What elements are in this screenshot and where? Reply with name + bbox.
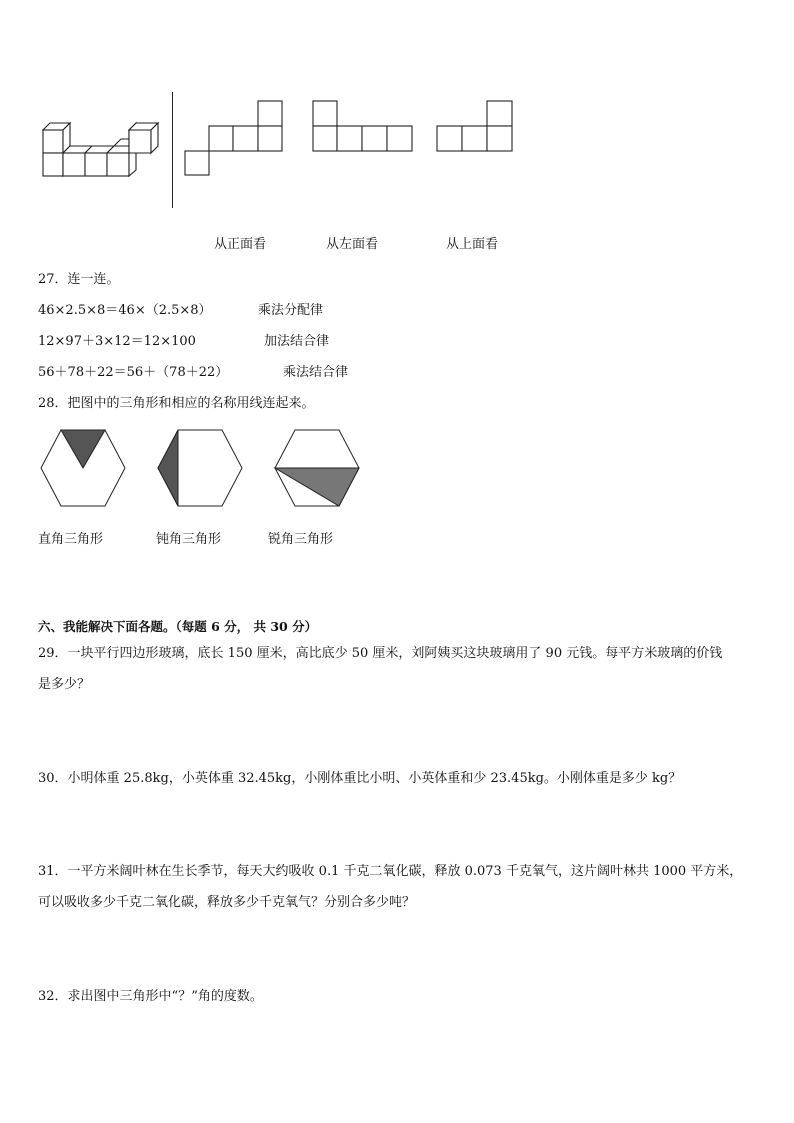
q29-line-1: 29．一块平行四边形玻璃，底长 150 厘米，高比底少 50 厘米，刘阿姨买这块玻璃用了 90 元钱。每平方米玻璃的价钱: [38, 646, 723, 661]
q27-equation-2: 12×97＋3×12＝12×100: [38, 334, 196, 349]
q29-line-2: 是多少？: [38, 677, 91, 692]
q28-title: 28．把图中的三角形和相应的名称用线连起来。: [38, 396, 315, 411]
q28-name-acute: 锐角三角形: [268, 532, 334, 547]
view-label-top: 从上面看: [446, 237, 499, 252]
hexagon-figure-2: [155, 428, 245, 508]
hexagon-figure-3: [272, 428, 362, 508]
q31-line-1: 31．一平方米阔叶林在生长季节，每天大约吸收 0.1 千克二氧化碳，释放 0.073 千克氧气，这片阔叶林共 1000 平方米，: [38, 864, 743, 879]
q27-law-1: 乘法分配律: [258, 303, 324, 318]
divider-line: [172, 92, 173, 208]
q28-name-right: 直角三角形: [38, 532, 104, 547]
cube-solid-figure: [38, 120, 158, 180]
q28-name-obtuse: 钝角三角形: [156, 532, 222, 547]
section-6-heading: 六、我能解决下面各题。（每题 6 分， 共 30 分）: [38, 619, 318, 634]
view-label-front: 从正面看: [214, 237, 267, 252]
view-label-left: 从左面看: [326, 237, 379, 252]
front-view-grid: [184, 100, 284, 176]
q27-law-3: 乘法结合律: [283, 365, 349, 380]
q31-line-2: 可以吸收多少千克二氧化碳，释放多少千克氧气？分别合多少吨？: [38, 895, 416, 910]
q27-title: 27．连一连。: [38, 272, 120, 287]
q27-equation-3: 56＋78＋22＝56＋（78＋22）: [38, 365, 229, 380]
q32-text: 32．求出图中三角形中“？”角的度数。: [38, 989, 263, 1004]
q27-law-2: 加法结合律: [264, 334, 330, 349]
q27-equation-1: 46×2.5×8＝46×（2.5×8）: [38, 303, 212, 318]
hexagon-figure-1: [38, 428, 128, 508]
top-view-grid: [436, 100, 514, 152]
left-view-grid: [312, 100, 414, 152]
q30-text: 30．小明体重 25.8kg，小英体重 32.45kg，小刚体重比小明、小英体重和少 23.45kg。小刚体重是多少 kg？: [38, 771, 682, 786]
